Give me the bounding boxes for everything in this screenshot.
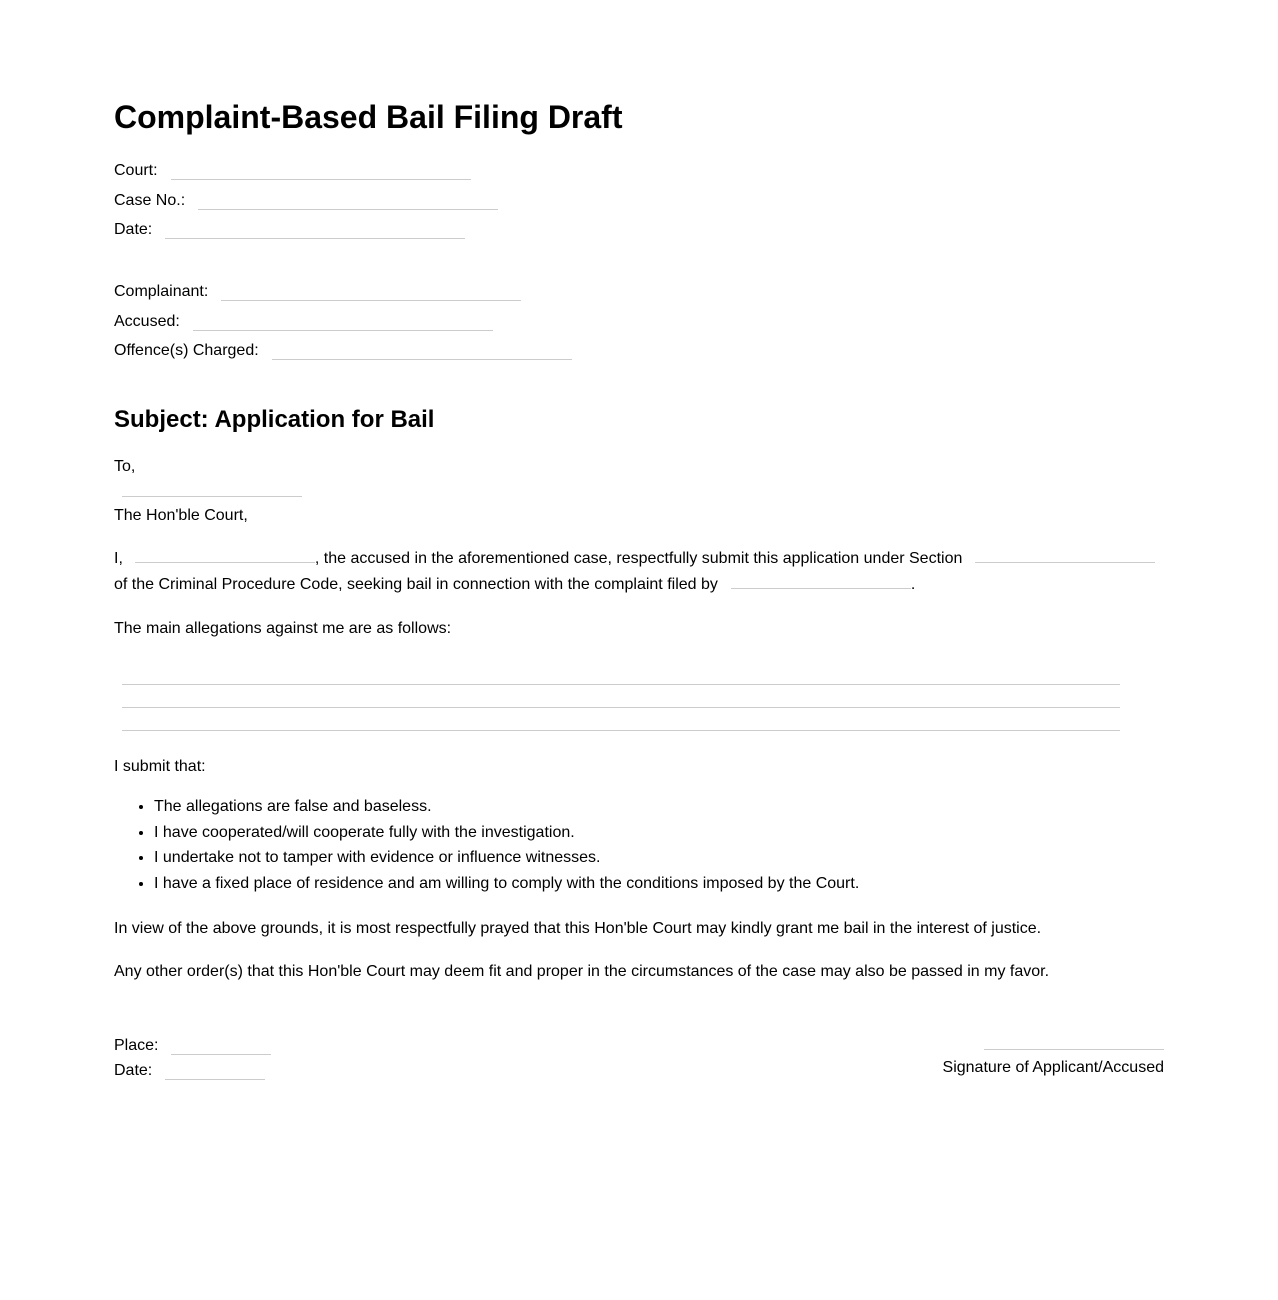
ground-item: • I have cooperated/will cooperate fully with the investigation. xyxy=(154,823,859,843)
offences-blank[interactable] xyxy=(272,359,572,360)
ground-item: • I have a fixed place of residence and am willing to comply with the conditions imposed by the Court. xyxy=(154,874,859,894)
place-label: Place: xyxy=(114,1037,159,1054)
section-blank[interactable] xyxy=(975,562,1155,563)
offences-label: Offence(s) Charged: xyxy=(114,342,259,359)
complainant-field xyxy=(114,282,521,302)
applicant-name-blank[interactable] xyxy=(135,562,315,563)
signature-label: Signature of Applicant/Accused xyxy=(942,1059,1164,1076)
court-field xyxy=(114,161,471,181)
intro-line-1 xyxy=(114,549,1155,569)
addressee: The Hon'ble Court, xyxy=(114,507,248,524)
allegations-intro: The main allegations against me are as follows: xyxy=(114,620,452,637)
submit-intro: I submit that: xyxy=(114,758,206,775)
other-orders-paragraph: Any other order(s) that this Hon'ble Court may deem fit and proper in the circumstances of the case may also be passed in my favor. xyxy=(114,963,1050,980)
offences-field xyxy=(114,341,572,361)
date-field xyxy=(114,220,465,240)
complainant-label: Complainant: xyxy=(114,283,209,300)
place-blank[interactable] xyxy=(171,1054,271,1055)
case-no-label: Case No.: xyxy=(114,192,186,209)
prayer-paragraph: In view of the above grounds, it is most respectfully prayed that this Hon'ble Court may kindly grant me bail in the interest of justice. xyxy=(114,920,1042,937)
signature-block xyxy=(943,1049,1164,1077)
signature-line[interactable] xyxy=(984,1049,1164,1050)
intro-line-2 xyxy=(114,575,915,595)
date-label: Date: xyxy=(114,221,153,238)
complainant-blank[interactable] xyxy=(221,300,521,301)
intro-part-3: of the Criminal Procedure Code, seeking bail in connection with the complaint filed by xyxy=(114,576,718,593)
allegation-line-2[interactable] xyxy=(122,707,1120,708)
date-blank[interactable] xyxy=(165,238,465,239)
footer-date-field xyxy=(114,1061,265,1081)
grounds-list xyxy=(114,797,859,899)
addressee-blank[interactable] xyxy=(122,496,302,497)
footer-date-label: Date: xyxy=(114,1062,153,1079)
salutation: To, xyxy=(114,458,136,475)
intro-part-1: I, xyxy=(114,550,123,567)
accused-blank[interactable] xyxy=(193,330,493,331)
ground-item: • I undertake not to tamper with evidence or influence witnesses. xyxy=(154,848,859,868)
subject-heading: Subject: Application for Bail xyxy=(114,406,435,433)
footer-date-blank[interactable] xyxy=(165,1079,265,1080)
intro-part-2: , the accused in the aforementioned case, respectfully submit this application under Section xyxy=(314,550,963,567)
case-no-blank[interactable] xyxy=(198,209,498,210)
place-field xyxy=(114,1036,271,1056)
allegation-line-1[interactable] xyxy=(122,684,1120,685)
intro-part-4: . xyxy=(910,576,916,593)
court-label: Court: xyxy=(114,162,158,179)
complainant-name-blank[interactable] xyxy=(731,588,911,589)
allegation-line-3[interactable] xyxy=(122,730,1120,731)
accused-field xyxy=(114,312,493,332)
ground-item: • The allegations are false and baseless. xyxy=(154,797,859,817)
accused-label: Accused: xyxy=(114,313,180,330)
case-no-field xyxy=(114,191,498,211)
court-blank[interactable] xyxy=(171,179,471,180)
document-title: Complaint-Based Bail Filing Draft xyxy=(114,99,623,135)
